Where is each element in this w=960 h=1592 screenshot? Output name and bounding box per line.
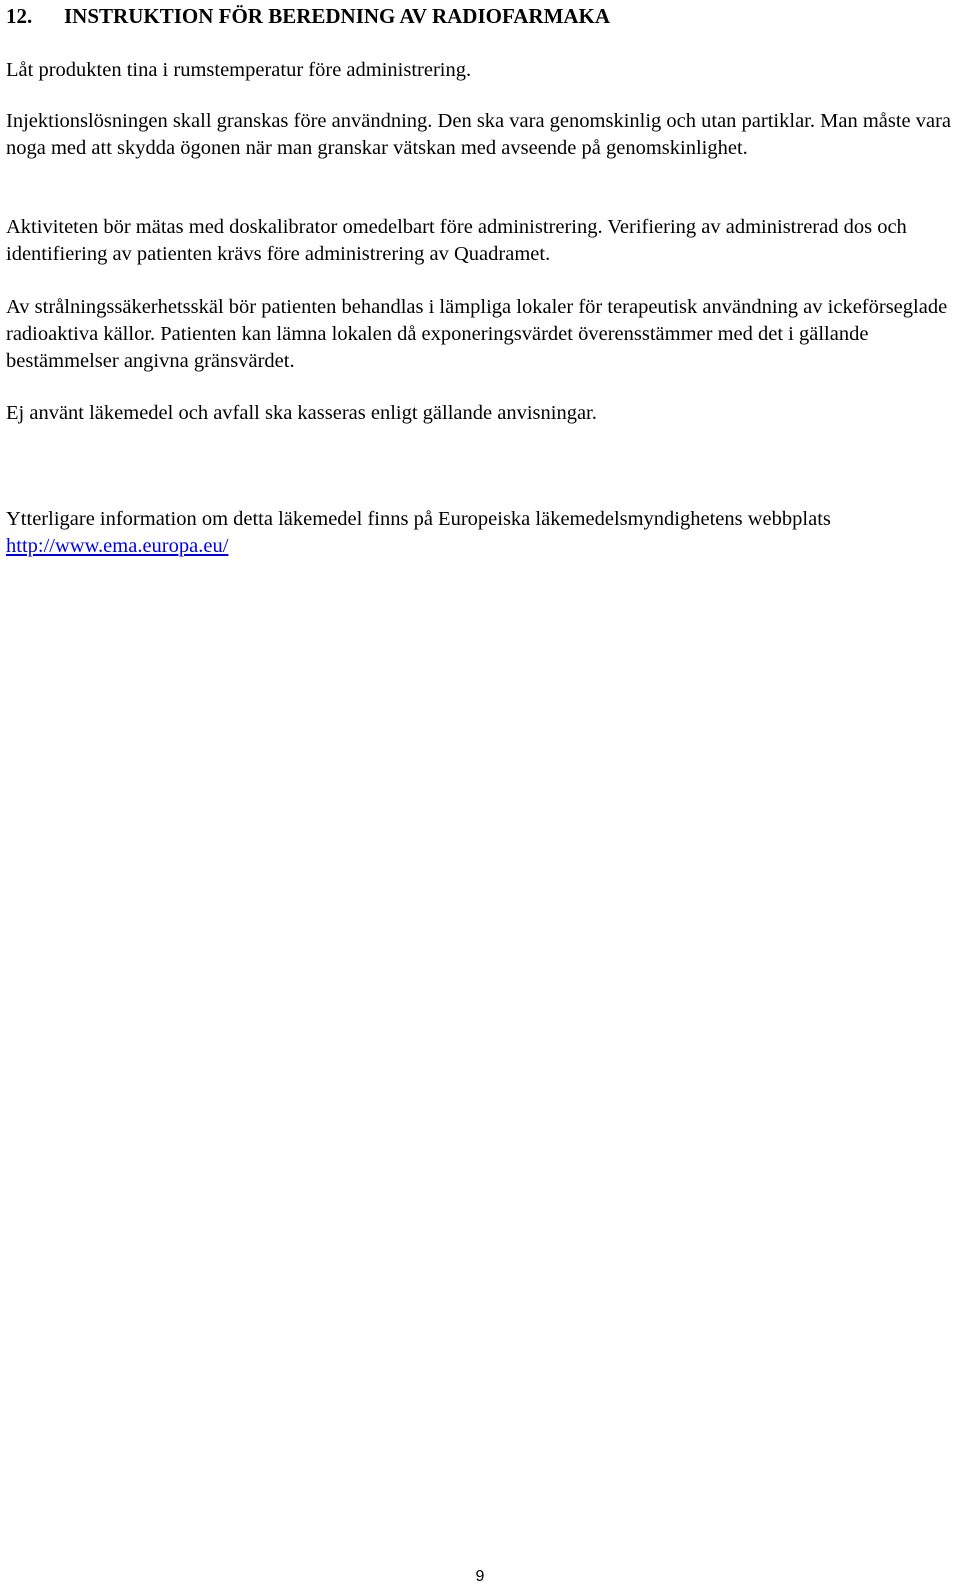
page-number: 9 [475, 1568, 485, 1585]
more-info-text: Ytterligare information om detta läkemedel finns på Europeiska läkemedelsmyndighetens webbplats [6, 508, 831, 530]
section-title: INSTRUKTION FÖR BEREDNING AV RADIOFARMAKA [64, 4, 611, 28]
paragraph-disposal: Ej använt läkemedel och avfall ska kasseras enligt gällande anvisningar. [6, 402, 597, 424]
paragraph-thaw: Låt produkten tina i rumstemperatur före administrering. [6, 59, 472, 81]
ema-website-link[interactable]: http://www.ema.europa.eu/ [6, 535, 229, 557]
section-heading [6, 2, 610, 30]
section-number: 12. [6, 4, 33, 28]
paragraph-activity-measurement: Aktiviteten bör mätas med doskalibrator omedelbart före administrering. Verifiering av administrerad dos och identifiering av patienten krävs före administrering av Quadramet. [6, 216, 907, 265]
paragraph-more-info [6, 506, 956, 560]
paragraph-inspection: Injektionslösningen skall granskas före användning. Den ska vara genomskinlig och utan partiklar. Man måste vara noga med att skydda ögonen när man granskar vätskan med avseende på genomskinlighet. [6, 110, 952, 159]
paragraph-radiation-safety: Av strålningssäkerhetsskäl bör patienten behandlas i lämpliga lokaler för terapeutisk användning av ickeförseglade radioaktiva källor. Patienten kan lämna lokalen då exponeringsvärdet överensstämmer med det i gällande bestämmelser angivna gränsvärdet. [6, 296, 948, 372]
